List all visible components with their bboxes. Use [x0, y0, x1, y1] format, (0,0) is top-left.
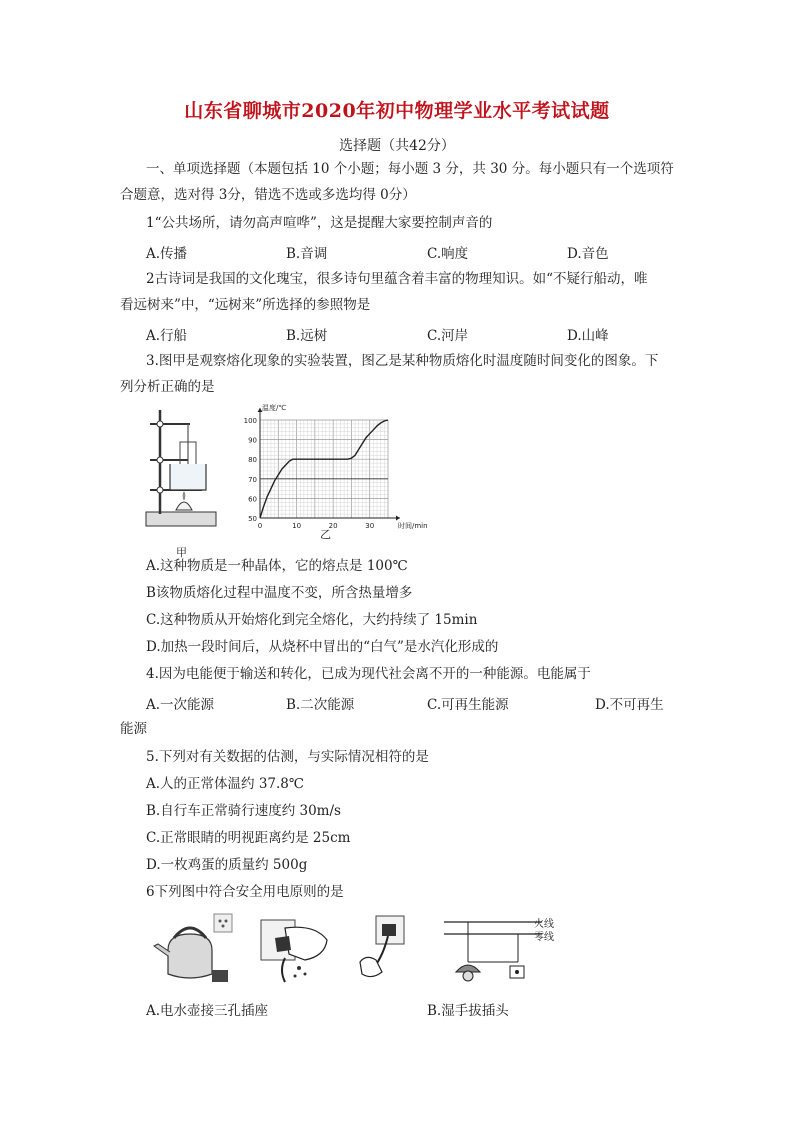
q4-option-d: D.不可再生 [595, 697, 664, 713]
x-axis-label: 时间/min [398, 522, 428, 530]
q4-option-c: C.可再生能源 [427, 697, 509, 713]
q5-stem: 5.下列对有关数据的估测，与实际情况相符的是 [146, 749, 429, 765]
beaker [170, 464, 206, 490]
plug [275, 936, 291, 952]
apparatus-figure [140, 402, 230, 542]
x-tick-label: 30 [365, 522, 375, 530]
q4-option-d-wrap: 能源 [120, 721, 147, 737]
clamp-knob-bottom [157, 487, 163, 493]
wall-socket [214, 914, 232, 932]
y-tick-label: 50 [248, 515, 257, 523]
lamp-bulb [463, 971, 473, 981]
clamp-knob-middle [157, 457, 163, 463]
kettle-base [212, 970, 228, 982]
q1-option-d: D.音色 [567, 246, 609, 262]
q1-option-c: C.响度 [427, 246, 469, 262]
instructions-line-1: 一、单项选择题（本题包括 10 个小题；每小题 3 分，共 30 分。每小题只有一个选项符 [146, 161, 674, 177]
page-title: 山东省聊城市2020年初中物理学业水平考试试题 [184, 100, 610, 122]
clamp-knob-top [157, 421, 163, 427]
kettle-socket-image [148, 910, 238, 990]
q3-stem-line-2: 列分析正确的是 [120, 379, 215, 395]
plug-head [382, 924, 396, 936]
neutral-wire-label: 零线 [534, 932, 554, 943]
q5-option-d: D.一枚鸡蛋的质量约 500g [146, 857, 308, 873]
q2-option-a: A.行船 [146, 328, 188, 344]
kettle-body [168, 934, 212, 978]
q2-option-d: D.山峰 [567, 328, 609, 344]
series-line-temperature [260, 420, 388, 518]
q4-stem: 4.因为电能便于输送和转化，已成为现代社会离不开的一种能源。电能属于 [146, 666, 591, 682]
flame [183, 492, 185, 500]
wet-hand-plug-image [255, 910, 335, 986]
kettle-spout [154, 944, 170, 956]
section-heading: 选择题（共42分） [339, 138, 455, 154]
q2-option-c: C.河岸 [427, 328, 469, 344]
instructions-line-2: 合题意，选对得 3分，错选不选或多选均得 0分） [120, 187, 416, 203]
q2-stem-line-2: 看远树来”中，“远树来”所选择的参照物是 [120, 297, 371, 313]
q3-option-c: C.这种物质从开始熔化到完全熔化，大约持续了 15min [146, 612, 478, 628]
q1-option-b: B.音调 [286, 246, 328, 262]
x-tick-label: 0 [257, 522, 263, 530]
y-axis-label: 温度/℃ [262, 404, 287, 412]
live-wire-label: 火线 [534, 919, 554, 930]
q6-stem: 6下列图中符合安全用电原则的是 [146, 884, 344, 900]
hand [285, 927, 327, 960]
x-axis-arrow [396, 516, 400, 521]
q4-option-b: B.二次能源 [286, 697, 355, 713]
q6-option-b: B.湿手拔插头 [427, 1003, 509, 1019]
y-tick-label: 80 [248, 456, 257, 465]
figure-label-jia: 甲 [176, 546, 187, 559]
temperature-time-chart [230, 398, 430, 546]
x-tick-label: 20 [328, 522, 338, 530]
circuit-diagram-image [438, 910, 578, 986]
y-tick-label: 70 [248, 475, 257, 484]
stand-base [146, 512, 216, 526]
q3-option-a: A.这种物质是一种晶体，它的熔点是 100℃ [146, 558, 408, 574]
q5-option-b: B.自行车正常骑行速度约 30m/s [146, 803, 341, 819]
y-tick-label: 60 [248, 495, 257, 504]
alcohol-lamp [176, 502, 192, 510]
q2-stem-line-1: 2古诗词是我国的文化瑰宝，很多诗句里蕴含着丰富的物理知识。如“不疑行船动，唯 [146, 271, 648, 287]
y-tick-label: 90 [248, 436, 257, 445]
q2-option-b: B.远树 [286, 328, 328, 344]
x-tick-label: 10 [292, 522, 302, 530]
q6-option-a: A.电水壶接三孔插座 [146, 1003, 269, 1019]
cord-pull-plug-image [352, 910, 422, 986]
q5-option-c: C.正常眼睛的明视距离约是 25cm [146, 830, 351, 846]
q3-option-d: D.加热一段时间后，从烧杯中冒出的“白气”是水汽化形成的 [146, 639, 499, 655]
q1-option-a: A.传播 [146, 246, 188, 262]
y-tick-label: 100 [243, 417, 257, 425]
q3-option-b: B该物质熔化过程中温度不变，所含热量增多 [146, 585, 413, 601]
figure-label-yi: 乙 [320, 528, 331, 541]
q1-stem: 1“公共场所，请勿高声喧哗”，这是提醒大家要控制声音的 [146, 215, 493, 231]
q4-option-a: A.一次能源 [146, 697, 215, 713]
cord [282, 958, 285, 982]
q5-option-a: A.人的正常体温约 37.8℃ [146, 776, 304, 792]
q3-stem-line-1: 3.图甲是观察熔化现象的实验装置，图乙是某种物质熔化时温度随时间变化的图象。下 [146, 353, 659, 369]
